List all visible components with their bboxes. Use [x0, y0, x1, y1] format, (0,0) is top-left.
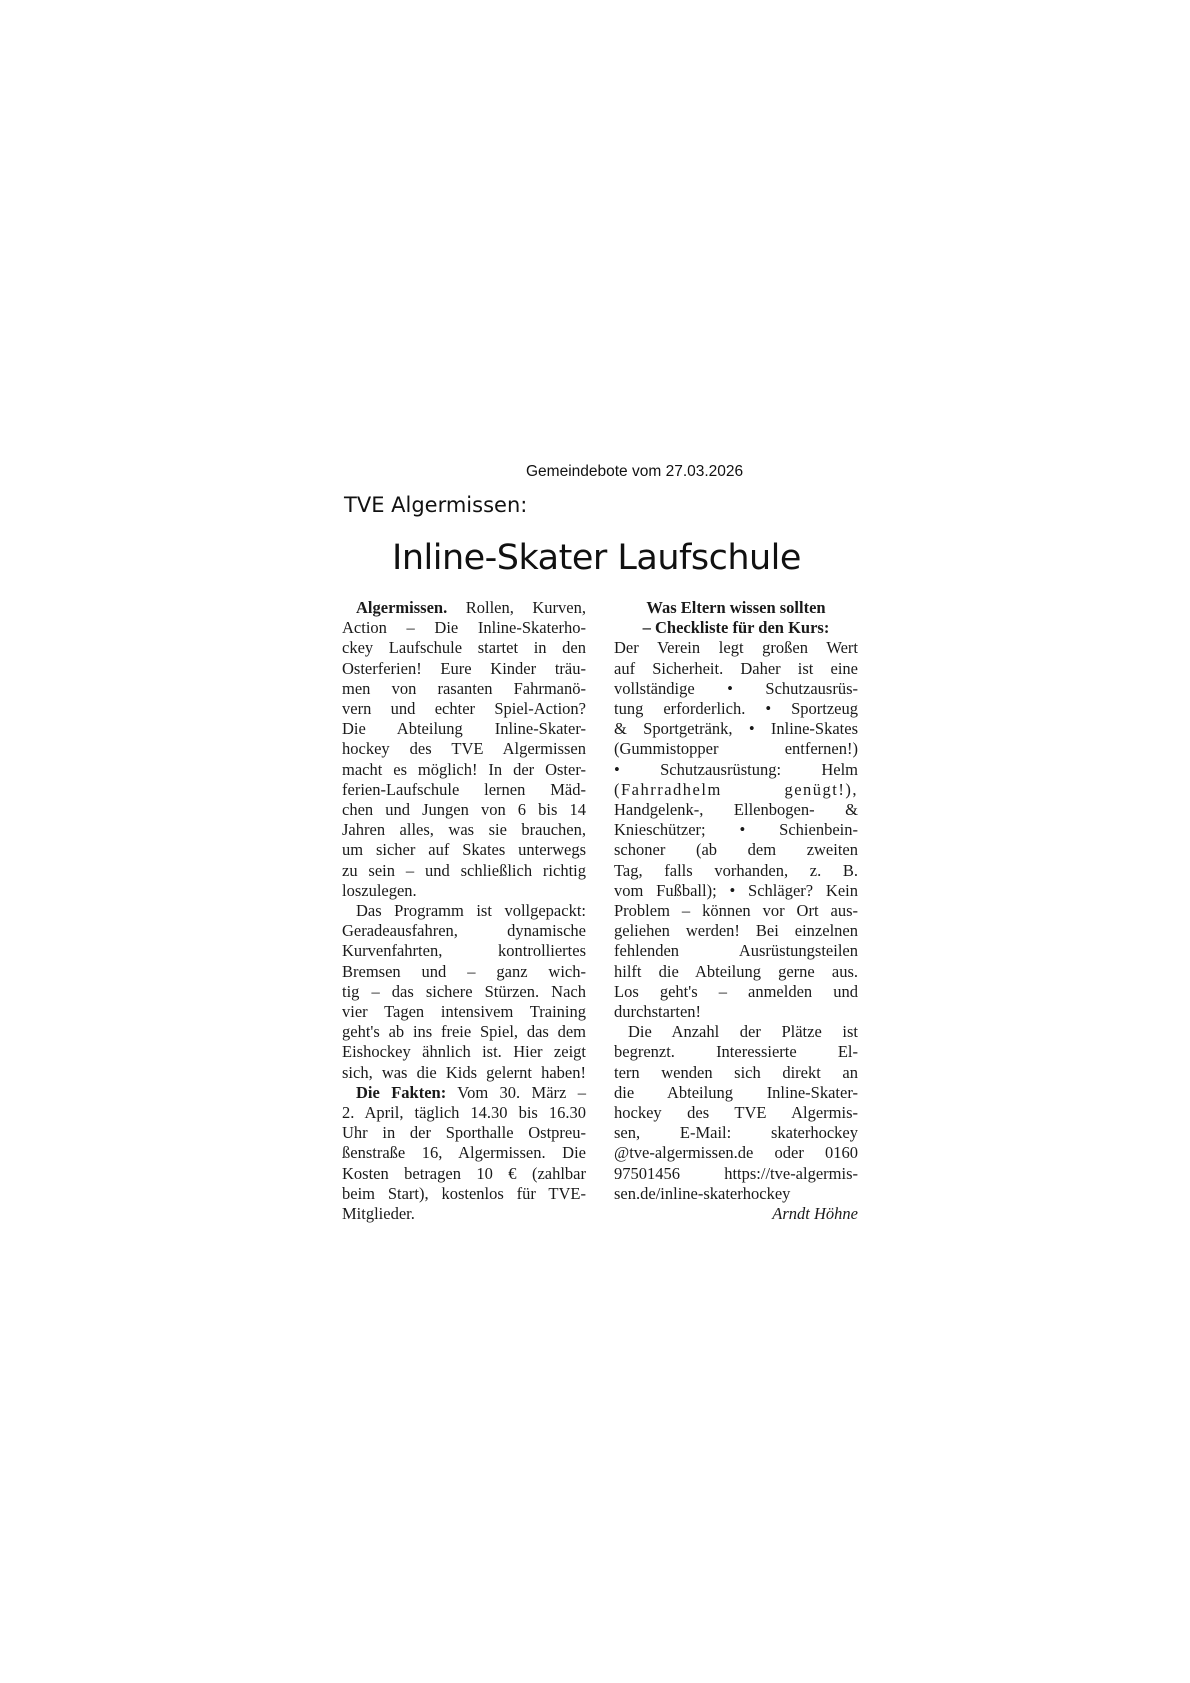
text-line: 2. April, täglich 14.30 bis 16.30	[342, 1103, 586, 1123]
text-line: tern wenden sich direkt an	[614, 1062, 858, 1082]
text-line: Der Verein legt großen Wert	[614, 638, 858, 658]
text-line: hilft die Abteilung gerne aus.	[614, 961, 858, 981]
text-line: vollständige • Schutzausrüs-	[614, 678, 858, 698]
text-line: durchstarten!	[614, 1002, 702, 1022]
text-line: hockey des TVE Algermissen	[342, 739, 586, 759]
text-line: macht es möglich! In der Oster-	[342, 759, 586, 779]
text-line: – Checkliste für den Kurs:	[642, 618, 830, 638]
article-column-right	[614, 598, 858, 1224]
paragraph-program	[342, 901, 586, 1083]
text-line: Tag, falls vorhanden, z. B.	[614, 860, 858, 880]
text-line: hockey des TVE Algermis-	[614, 1103, 858, 1123]
text-line: Kurvenfahrten, kontrolliertes	[342, 941, 586, 961]
checklist-heading	[614, 598, 858, 638]
text-line: sen.de/inline-skaterhockey	[614, 1183, 791, 1203]
text-line: ßenstraße 16, Algermissen. Die	[342, 1143, 586, 1163]
facts-label: Die Fakten:	[356, 1082, 447, 1102]
text-line: begrenzt. Interessierte El-	[614, 1042, 858, 1062]
text-line: Jahren alles, was sie brauchen,	[342, 820, 586, 840]
text-line: zu sein – und schließlich richtig	[342, 860, 586, 880]
text-line: ckey Laufschule startet in den	[342, 638, 586, 658]
paragraph-intro	[342, 598, 586, 901]
text-line: Die Anzahl der Plätze ist	[628, 1022, 858, 1042]
text-line: 97501456 https://tve-algermis-	[614, 1163, 858, 1183]
text-line: ferien-Laufschule lernen Mäd-	[342, 779, 586, 799]
text-line: Eishockey ähnlich ist. Hier zeigt	[342, 1042, 586, 1062]
text-line: vern und echter Spiel-Action?	[342, 699, 586, 719]
text-line: Mitglieder.	[342, 1204, 415, 1224]
text-line: vier Tagen intensivem Training	[342, 1002, 586, 1022]
text-line: @tve-algermissen.de oder 0160	[614, 1143, 858, 1163]
text-line: sich, was die Kids gelernt haben!	[342, 1062, 586, 1082]
text-line: Algermissen. Rollen, Kurven,	[356, 598, 586, 617]
paragraph-checklist	[614, 638, 858, 1022]
publication-date-line: Gemeindebote vom 27.03.2026	[526, 463, 744, 480]
text-line: fehlenden Ausrüstungsteilen	[614, 941, 858, 961]
text-line: Kosten betragen 10 € (zahlbar	[342, 1163, 586, 1183]
text-line: Action – Die Inline-Skaterho-	[342, 618, 586, 638]
text-line: tig – das sichere Stürzen. Nach	[342, 981, 586, 1001]
text-line: (Fahrradhelm genügt!),	[614, 779, 858, 799]
text-line: Was Eltern wissen sollten	[646, 598, 826, 617]
text-line: Problem – können vor Ort aus-	[614, 901, 858, 921]
text-line: Knieschützer; • Schienbein-	[614, 820, 858, 840]
text-line: tung erforderlich. • Sportzeug	[614, 699, 858, 719]
text-line: • Schutzausrüstung: Helm	[614, 759, 858, 779]
paragraph-facts	[342, 1083, 586, 1224]
text-line: schoner (ab dem zweiten	[614, 840, 858, 860]
text-line: & Sportgetränk, • Inline-Skates	[614, 719, 858, 739]
text-line: vom Fußball); • Schläger? Kein	[614, 880, 858, 900]
text-line: geht's ab ins freie Spiel, das dem	[342, 1022, 586, 1042]
dateline: Algermissen.	[356, 598, 448, 617]
text-line: Bremsen und – ganz wich-	[342, 961, 586, 981]
text-line: beim Start), kostenlos für TVE-	[342, 1183, 586, 1203]
text-line: (Gummistopper entfernen!)	[614, 739, 858, 759]
article-headline: Inline-Skater Laufschule	[392, 538, 801, 578]
text-line: Los geht's – anmelden und	[614, 981, 858, 1001]
text-line: sen, E-Mail: skaterhockey	[614, 1123, 858, 1143]
text-line: Osterferien! Eure Kinder träu-	[342, 658, 586, 678]
text-line: Uhr in der Sporthalle Ostpreu-	[342, 1123, 586, 1143]
text-line: men von rasanten Fahrmanö-	[342, 678, 586, 698]
text-line: Die Abteilung Inline-Skater-	[342, 719, 586, 739]
text-line: auf Sicherheit. Daher ist eine	[614, 658, 858, 678]
text-line: Geradeausfahren, dynamische	[342, 921, 586, 941]
text-line: geliehen werden! Bei einzelnen	[614, 921, 858, 941]
text-line: loszulegen.	[342, 880, 417, 900]
paragraph-contact	[614, 1022, 858, 1204]
text-line: chen und Jungen von 6 bis 14	[342, 800, 586, 820]
article-column-left	[342, 598, 586, 1224]
text-line: die Abteilung Inline-Skater-	[614, 1082, 858, 1102]
article-kicker: TVE Algermissen:	[344, 493, 528, 517]
text-line: um sicher auf Skates unterwegs	[342, 840, 586, 860]
text-line: Das Programm ist vollgepackt:	[356, 901, 586, 921]
text-line: Die Fakten: Vom 30. März –	[356, 1082, 586, 1102]
author-byline: Arndt Höhne	[772, 1204, 858, 1224]
text-line: Handgelenk-, Ellenbogen- &	[614, 800, 858, 820]
